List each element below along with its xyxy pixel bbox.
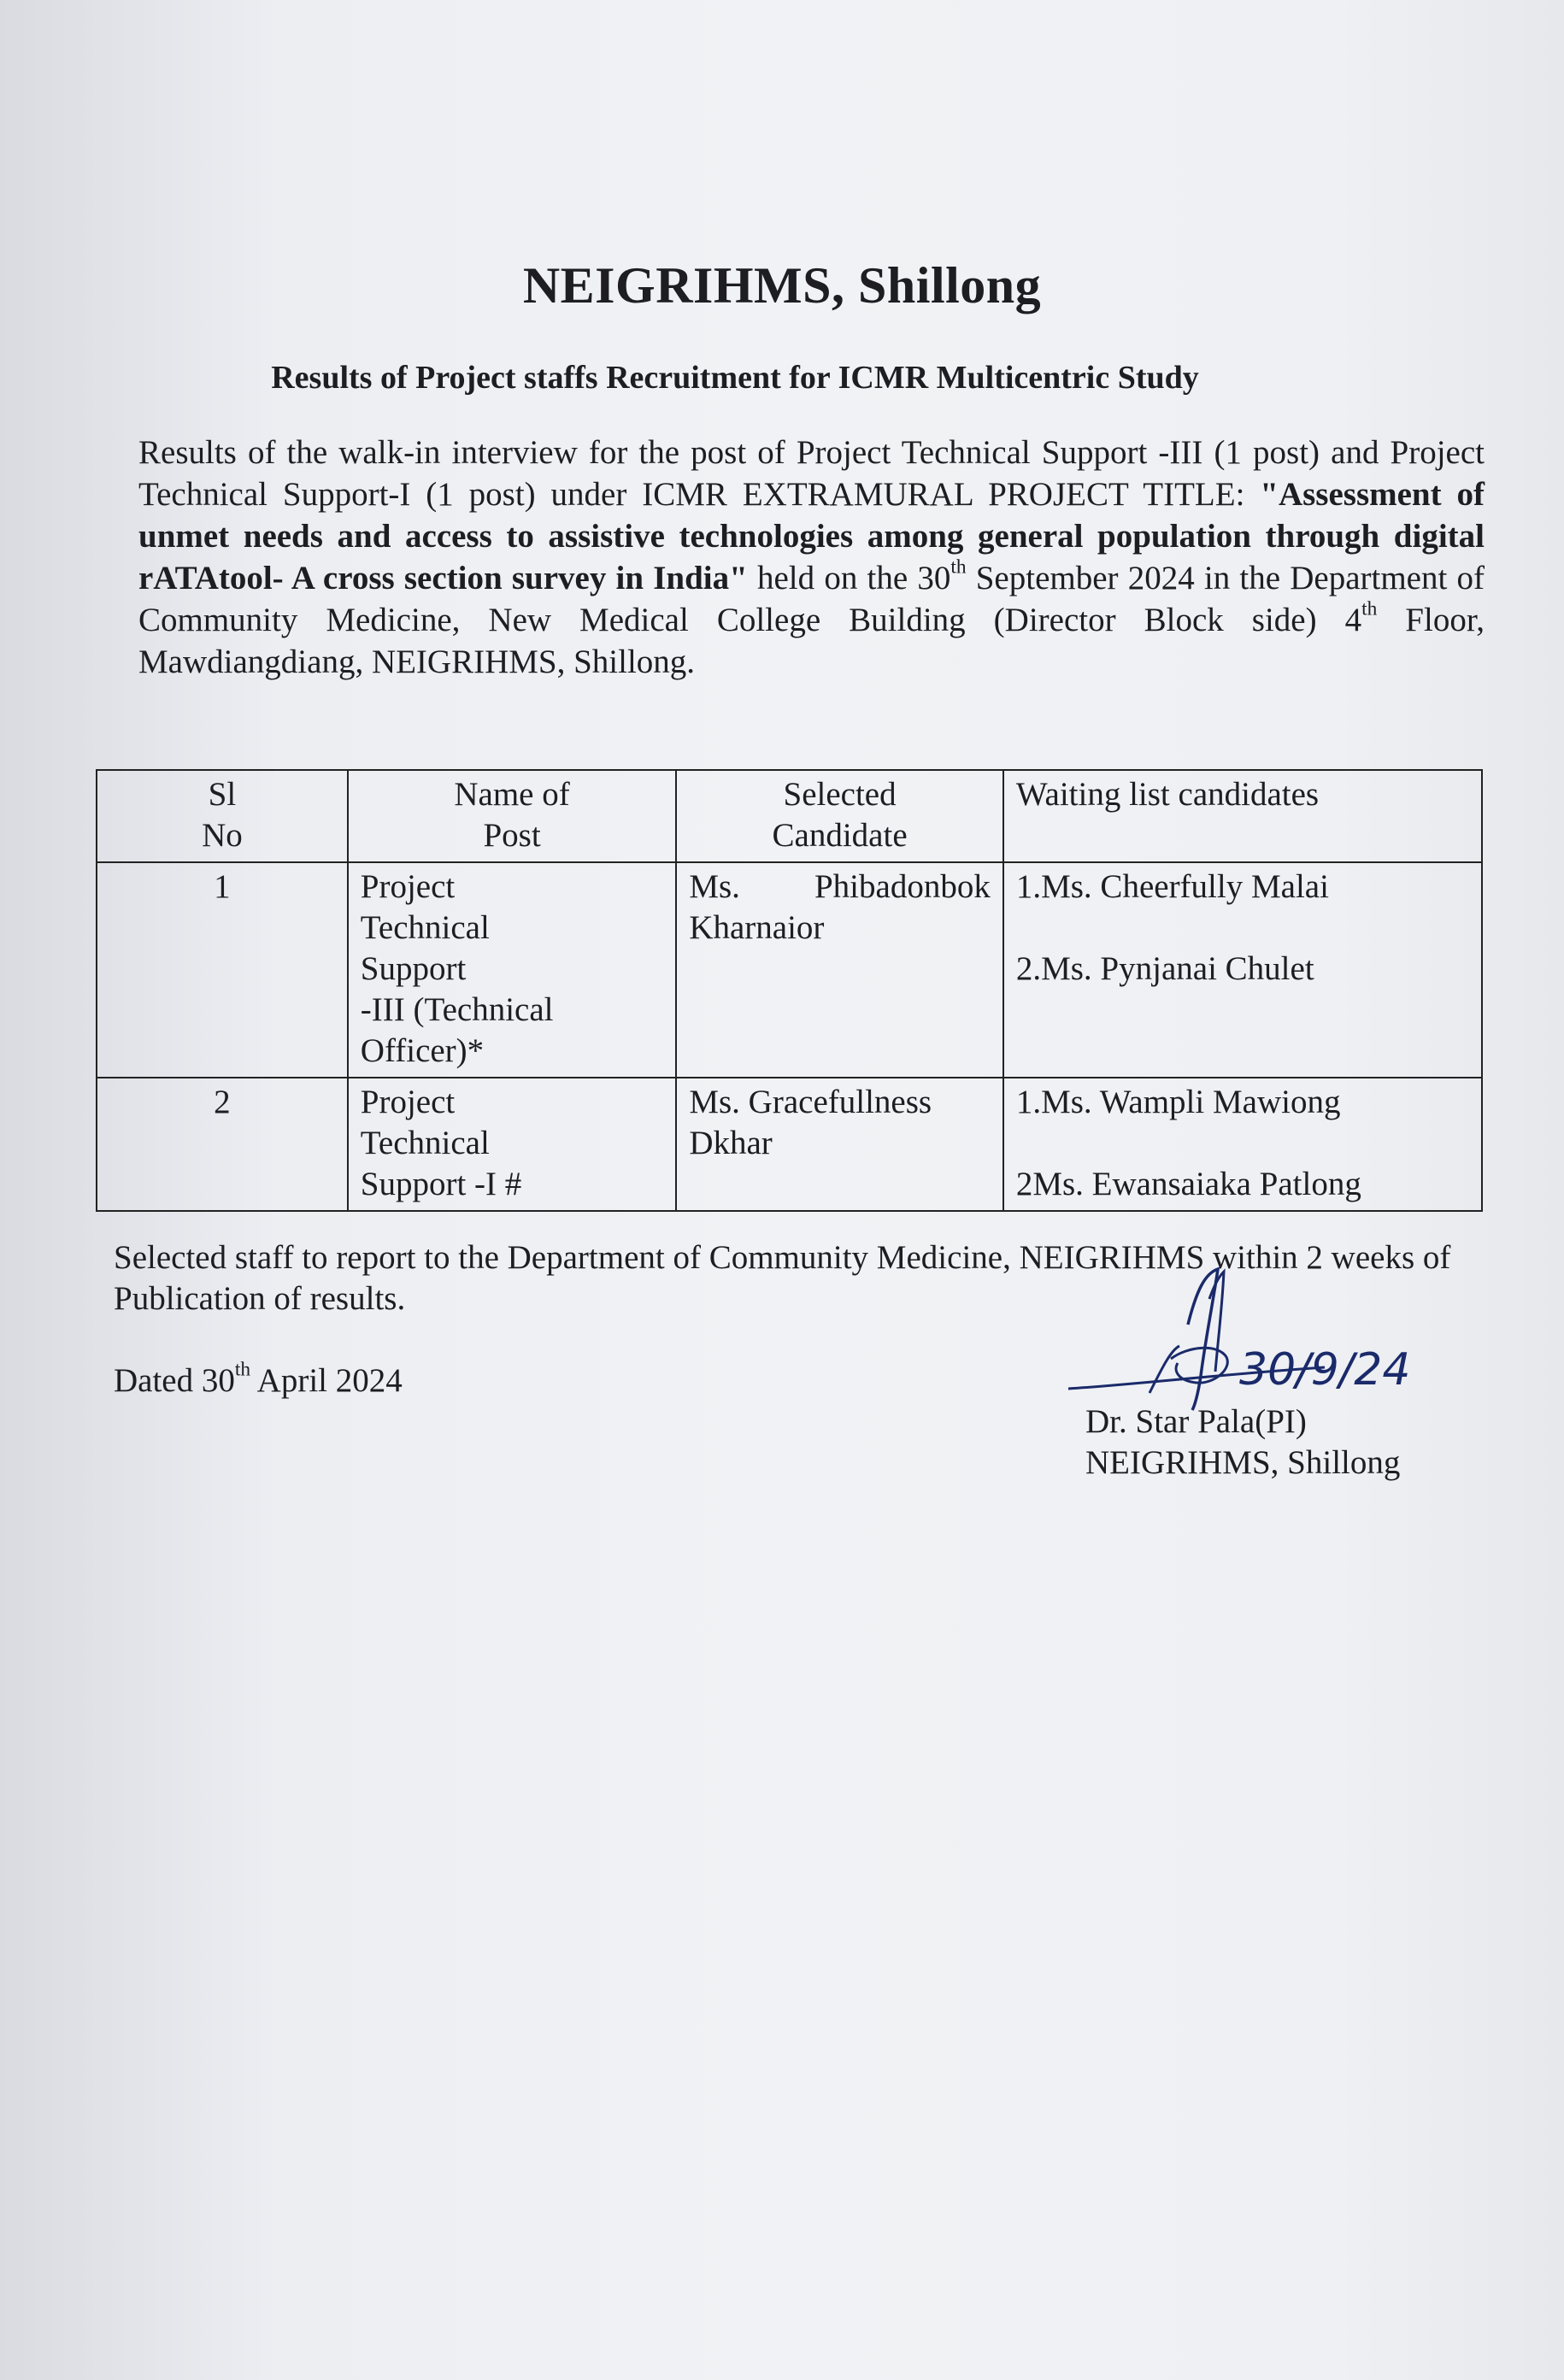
waiting-candidate: 2Ms. Ewansaiaka Patlong	[1015, 1166, 1361, 1202]
intro-sup-2: th	[1361, 597, 1378, 620]
intro-text-1: Results of the walk-in interview for the post of Project Technical Support -III (1 post) and Project Technical Support-I (1 post) under ICMR EXTRAMURAL PROJECT TITLE:	[138, 434, 1485, 513]
reporting-note: Selected staff to report to the Department of Community Medicine, NEIGRIHMS within 2 weeks of Publication of results.	[114, 1239, 1451, 1317]
row1-waiting-list	[1003, 862, 1482, 1078]
intro-text-2: held on the 30	[747, 560, 951, 596]
header-waiting-list: Waiting list candidates	[1003, 770, 1482, 862]
signatory-name: Dr. Star Pala(PI)	[1085, 1403, 1307, 1440]
intro-sup-1: th	[950, 555, 967, 579]
table-row	[97, 862, 1482, 1078]
document-subtitle: Results of Project staffs Recruitment for ICMR Multicentric Study	[271, 360, 1199, 396]
signatory-institution: NEIGRIHMS, Shillong	[1085, 1444, 1401, 1481]
results-table	[96, 769, 1483, 1212]
intro-paragraph	[138, 432, 1485, 683]
signature-date: 30/9/24	[1239, 1344, 1410, 1396]
table-row	[97, 1078, 1482, 1211]
row2-post: Project Technical Support -I #	[348, 1078, 677, 1211]
header-name-of-post: Name of Post	[348, 770, 677, 862]
row1-sl: 1	[97, 862, 348, 1078]
row2-sl: 2	[97, 1078, 348, 1211]
project-title-text: "Assessment of unmet needs and access to assistive technologies among general population through digital rATAtool- A cross section survey in India"	[138, 476, 1485, 596]
document-title: NEIGRIHMS, Shillong	[522, 257, 1042, 314]
dated-line: Dated 30th April 2024	[114, 1358, 403, 1399]
table-header-row	[97, 770, 1482, 862]
header-selected-candidate: Selected Candidate	[676, 770, 1003, 862]
waiting-candidate: 1.Ms. Wampli Mawiong	[1015, 1084, 1341, 1120]
signatory-block	[1085, 1402, 1400, 1484]
intro-text-3: September 2024 in the Department of Community Medicine, New Medical College Building (Director Block side) 4	[138, 560, 1485, 638]
row1-post: Project Technical Support -III (Technical Officer)*	[348, 862, 677, 1078]
row1-selected-candidate: Ms. Phibadonbok Kharnaior	[676, 862, 1003, 1078]
waiting-candidate: 2.Ms. Pynjanai Chulet	[1015, 950, 1314, 987]
row2-selected-candidate: Ms. Gracefullness Dkhar	[676, 1078, 1003, 1211]
intro-text-4: Floor, Mawdiangdiang, NEIGRIHMS, Shillong.	[138, 602, 1485, 680]
header-sl-no: Sl No	[97, 770, 348, 862]
waiting-candidate: 1.Ms. Cheerfully Malai	[1015, 868, 1329, 905]
row2-waiting-list	[1003, 1078, 1482, 1211]
